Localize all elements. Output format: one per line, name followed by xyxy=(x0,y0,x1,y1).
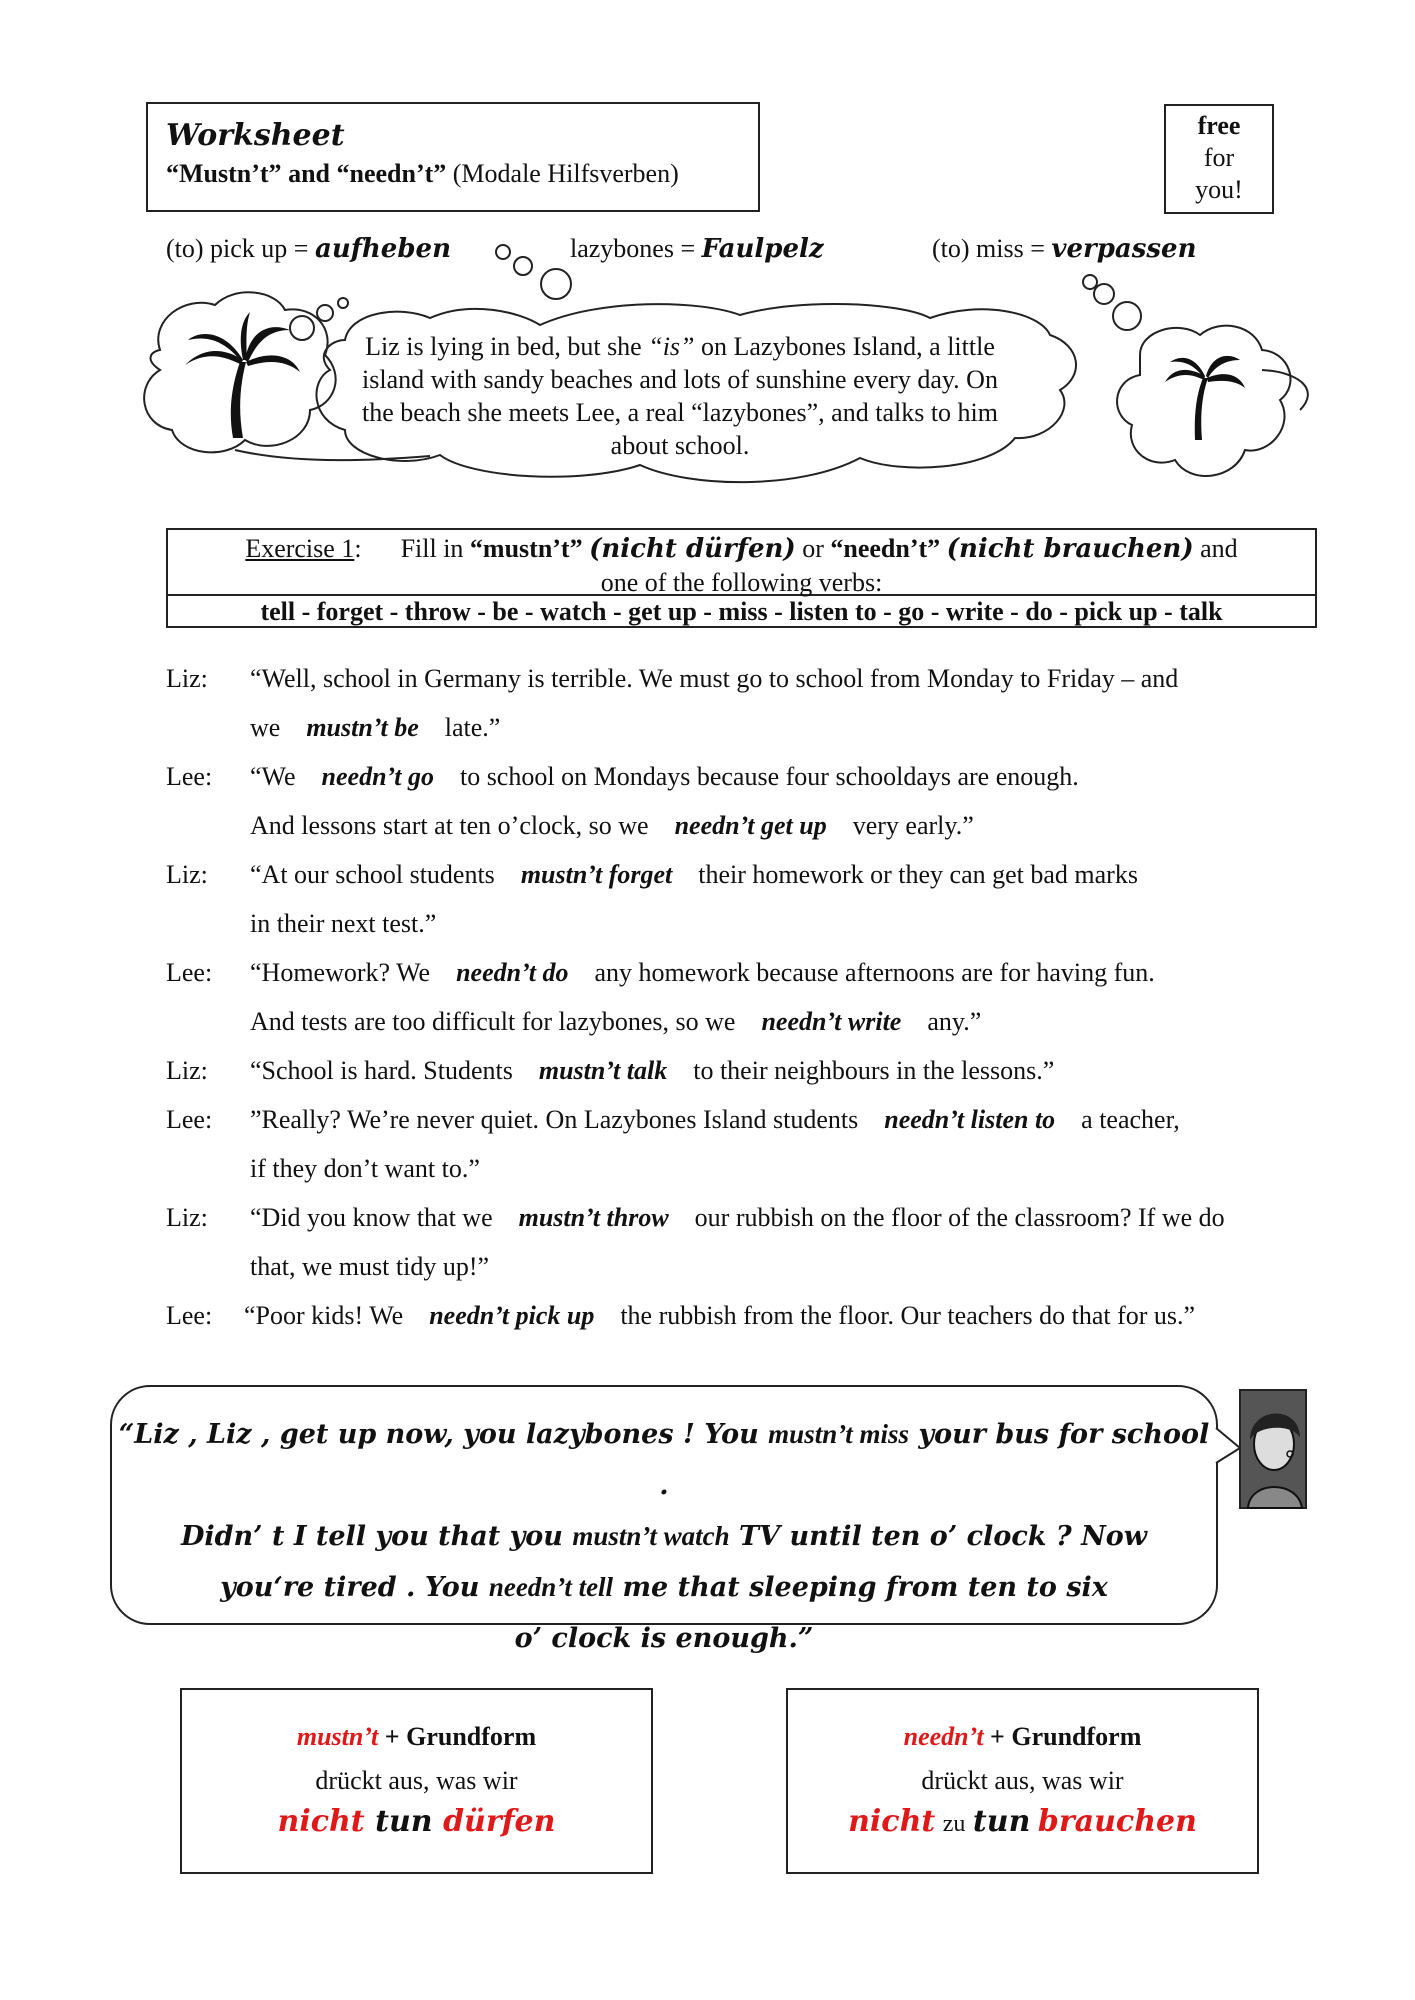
story-line: about school. xyxy=(610,431,750,460)
speaker: Liz: xyxy=(166,664,208,693)
thought-bubble-small xyxy=(496,245,510,259)
vocab-de: verpassen xyxy=(1051,234,1197,264)
text-after: very early.” xyxy=(852,811,974,840)
quote-text: TV until ten o’ clock ? Now xyxy=(729,1521,1148,1552)
story-line: Liz is lying in bed, but she xyxy=(365,332,642,361)
text-after: the rubbish from the floor. Our teachers do that for us.” xyxy=(620,1301,1196,1330)
text-before: ”Really? We’re never quiet. On Lazybones Island students xyxy=(250,1105,859,1134)
thought-bubble-small xyxy=(338,298,348,308)
text-after: late.” xyxy=(444,713,501,742)
answer: needn’t listen to xyxy=(884,1105,1056,1134)
rule-line2: drückt aus, was wir xyxy=(921,1766,1124,1795)
rule-modal: mustn’t xyxy=(296,1722,379,1751)
exercise-mustnt: “mustn’t” xyxy=(469,534,583,563)
speaker: Lee: xyxy=(166,1105,213,1134)
text-after: any.” xyxy=(927,1007,982,1036)
text-after: our rubbish on the floor of the classroom? If we do xyxy=(694,1203,1225,1232)
text-before: we xyxy=(250,713,281,742)
dialogue-line xyxy=(166,1252,489,1282)
free-line2: for xyxy=(1203,143,1235,172)
quote-answer: needn’t tell xyxy=(488,1572,614,1602)
answer: mustn’t forget xyxy=(520,860,673,889)
quote-text: “Liz , Liz , get up now, you lazybones ! You xyxy=(118,1419,769,1450)
rule-box-mustnt xyxy=(180,1688,653,1874)
text-after: a teacher, xyxy=(1081,1105,1180,1134)
text-before: And lessons start at ten o’clock, so we xyxy=(250,811,649,840)
vocab-en: lazybones = xyxy=(570,234,696,263)
dialogue-line xyxy=(166,860,1138,890)
thought-bubble-small xyxy=(1113,302,1141,330)
answer: needn’t do xyxy=(456,958,569,987)
text-before: “School is hard. Students xyxy=(250,1056,513,1085)
speaker: Lee: xyxy=(166,762,213,791)
text-before: if they don’t want to.” xyxy=(250,1154,480,1183)
rule-word-nicht: nicht xyxy=(277,1804,365,1839)
rule-word-tun: tun xyxy=(375,1804,433,1839)
dialogue-line xyxy=(166,1105,1180,1135)
title-neednt: “needn’t” xyxy=(336,159,447,188)
rule-box-neednt xyxy=(786,1688,1259,1874)
rule-line2: drückt aus, was wir xyxy=(315,1766,518,1795)
rule-plus: + xyxy=(384,1722,400,1751)
answer: needn’t pick up xyxy=(429,1301,595,1330)
right-thought-cloud xyxy=(1117,326,1290,476)
text-before: in their next test.” xyxy=(250,909,437,938)
rule-word-tun: tun xyxy=(972,1804,1031,1839)
exercise-fill-in: Fill in xyxy=(400,534,464,563)
thought-bubble-small xyxy=(1094,284,1114,304)
exercise-and: and xyxy=(1200,534,1238,563)
story-is: “is” xyxy=(648,332,695,361)
free-line1: free xyxy=(1197,111,1241,140)
vocab-en: (to) pick up = xyxy=(166,234,309,263)
palm-tree-icon xyxy=(1165,356,1245,440)
story-line: the beach she meets Lee, a real “lazybones”, and talks to him xyxy=(361,398,998,427)
dialogue-line xyxy=(166,811,974,841)
thought-bubble-small xyxy=(290,316,314,340)
verb-list: tell - forget - throw - be - watch - get up - miss - listen to - go - write - do - pick up - talk xyxy=(260,597,1223,626)
rule-word-duerfen: dürfen xyxy=(443,1804,556,1839)
text-before: And tests are too difficult for lazybones, so we xyxy=(250,1007,736,1036)
exercise-instructions xyxy=(168,530,1315,596)
dialogue-line xyxy=(166,664,1178,694)
answer: mustn’t throw xyxy=(518,1203,669,1232)
exercise-line2: one of the following verbs: xyxy=(600,568,883,597)
answer: mustn’t be xyxy=(306,713,419,742)
speech-tail xyxy=(1216,1428,1240,1463)
quote-text: o’ clock is enough.” xyxy=(514,1623,814,1654)
rule-word-zu: zu xyxy=(942,1811,966,1837)
quote-text: Didn’ t I tell you that you xyxy=(180,1521,573,1552)
text-before: that, we must tidy up!” xyxy=(250,1252,490,1281)
quote-answer: mustn’t watch xyxy=(572,1521,730,1551)
story-line: on Lazybones Island, a little xyxy=(701,332,995,361)
palm-tree-icon xyxy=(185,312,300,438)
answer: needn’t write xyxy=(761,1007,902,1036)
thought-bubble-small xyxy=(317,305,333,321)
quote-text: me that sleeping from ten to six xyxy=(613,1572,1108,1603)
speaker: Lee: xyxy=(166,958,213,987)
rule-grundform: Grundform xyxy=(406,1722,537,1751)
rule-modal: needn’t xyxy=(903,1722,984,1751)
speaker: Liz: xyxy=(166,1056,208,1085)
mother-speech-bubble xyxy=(110,1385,1218,1654)
exercise-neednt: “needn’t” xyxy=(830,534,941,563)
rule-plus: + xyxy=(990,1722,1005,1751)
rule-word-nicht: nicht xyxy=(848,1804,936,1839)
quote-answer: mustn’t miss xyxy=(768,1419,909,1449)
answer: needn’t get up xyxy=(674,811,827,840)
dialogue-line xyxy=(166,1154,480,1184)
mother-portrait xyxy=(1210,1388,1310,1518)
exercise-mustnt-de: (nicht dürfen) xyxy=(589,534,796,564)
text-before: “Poor kids! We xyxy=(244,1301,404,1330)
title-paren: (Modale Hilfsverben) xyxy=(452,159,679,188)
quote-text: you‘re tired . You xyxy=(220,1572,489,1603)
story-text xyxy=(320,330,1040,462)
text-before: “Homework? We xyxy=(250,958,431,987)
answer: mustn’t talk xyxy=(538,1056,668,1085)
text-before: “Well, school in Germany is terrible. We must go to school from Monday to Friday – and xyxy=(250,664,1179,693)
vocab-en: (to) miss = xyxy=(932,234,1045,263)
vocab-de: Faulpelz xyxy=(701,234,824,264)
free-line3: you! xyxy=(1195,175,1243,204)
dialogue-line xyxy=(166,1056,1054,1086)
text-after: any homework because afternoons are for having fun. xyxy=(594,958,1155,987)
dialogue-line xyxy=(166,762,1079,792)
worksheet-label: Worksheet xyxy=(166,118,345,153)
text-before: “Did you know that we xyxy=(250,1203,493,1232)
dialogue-line xyxy=(166,958,1155,988)
thought-bubble-small xyxy=(514,257,532,275)
dialogue-line xyxy=(166,713,500,743)
dialogue-line xyxy=(166,1301,1195,1331)
dialogue-line xyxy=(166,1007,981,1037)
text-after: to their neighbours in the lessons.” xyxy=(693,1056,1055,1085)
quote-text: your bus for school . xyxy=(659,1419,1210,1501)
rule-grundform: Grundform xyxy=(1011,1722,1142,1751)
dialogue-line xyxy=(166,909,436,939)
speaker: Liz: xyxy=(166,860,208,889)
thought-bubble-small xyxy=(541,269,571,299)
exercise-or: or xyxy=(802,534,824,563)
text-after: their homework or they can get bad marks xyxy=(698,860,1138,889)
speaker: Lee: xyxy=(166,1301,213,1330)
dialogue-line xyxy=(166,1203,1225,1233)
title-mustnt: “Mustn’t” xyxy=(166,159,282,188)
rule-word-brauchen: brauchen xyxy=(1037,1804,1197,1839)
exercise-neednt-de: (nicht brauchen) xyxy=(946,534,1194,564)
title-and: and xyxy=(288,159,330,188)
thought-bubble-small xyxy=(1083,275,1097,289)
vocab-de: aufheben xyxy=(314,234,451,264)
exercise-instructions-box xyxy=(166,528,1317,628)
text-before: “At our school students xyxy=(250,860,495,889)
text-before: “We xyxy=(250,762,296,791)
text-after: to school on Mondays because four schooldays are enough. xyxy=(459,762,1079,791)
speaker: Liz: xyxy=(166,1203,208,1232)
exercise-label: Exercise 1 xyxy=(245,534,355,563)
exercise-colon: : xyxy=(354,534,362,563)
answer: needn’t go xyxy=(321,762,434,791)
story-line: island with sandy beaches and lots of sunshine every day. On xyxy=(362,365,998,394)
